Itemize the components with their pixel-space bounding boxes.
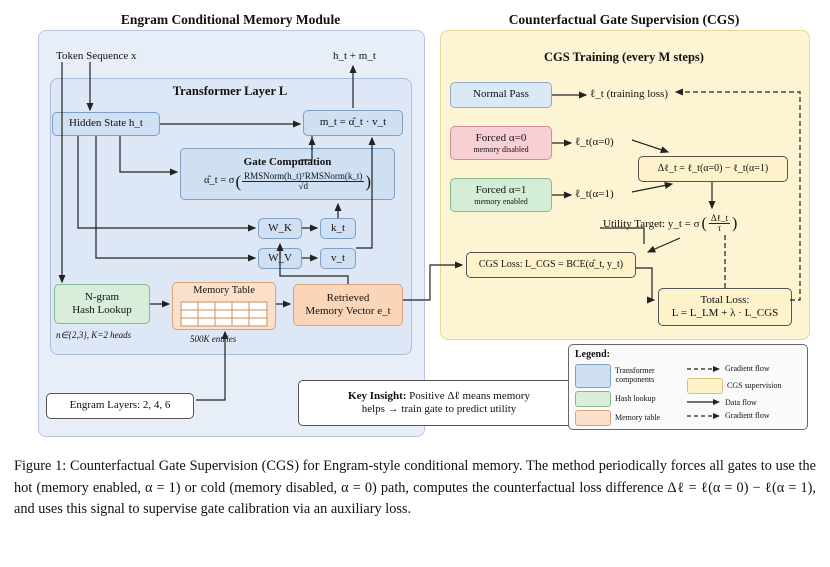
retrieved-memory-box[interactable] bbox=[293, 284, 403, 326]
cgs-subtitle: CGS Training (every M steps) bbox=[544, 50, 704, 64]
normal-pass-box[interactable] bbox=[450, 82, 552, 108]
legend-solid-icon bbox=[687, 398, 721, 406]
legend-label-transformer-l1: Transformer bbox=[615, 366, 655, 376]
wk-box[interactable] bbox=[258, 218, 302, 239]
legend-label-gradient-top: Gradient flow bbox=[725, 364, 770, 373]
forced-alpha1-box[interactable] bbox=[450, 178, 552, 212]
key-insight-text1: Positive Δℓ means memory bbox=[409, 389, 530, 402]
gate-fraction bbox=[242, 172, 364, 192]
legend-label-gradient-bottom: Gradient flow bbox=[725, 411, 770, 421]
key-insight-line1 bbox=[348, 390, 530, 403]
memory-output-box[interactable] bbox=[303, 110, 403, 136]
memory-table-grid bbox=[180, 301, 268, 331]
delta-loss-box[interactable] bbox=[638, 156, 788, 182]
gate-formula bbox=[204, 172, 371, 192]
legend-line-gradient-top bbox=[687, 364, 801, 374]
caption-text: Counterfactual Gate Supervision (CGS) for Engram-style conditional memory. The method periodically forces all gates to use the hot (memory enabled, α = 1) or cold (memory disabled, α = 0) path, computes the counterfactual loss difference Δℓ = ℓ(α = 0) − ℓ(α = 1), and uses this signal to supervise gate calibration via an auxiliary loss. bbox=[14, 458, 816, 518]
hidden-state-box[interactable] bbox=[52, 112, 160, 136]
normal-pass-output: ℓ_t (training loss) bbox=[590, 88, 668, 100]
utility-target-prefix: Utility Target: y_t = σ bbox=[603, 217, 700, 230]
utility-target bbox=[603, 214, 737, 234]
legend-label-memory: Memory table bbox=[615, 413, 661, 423]
legend-swatches bbox=[575, 364, 687, 426]
legend-swatch-transformer bbox=[575, 364, 611, 388]
forced-alpha0-line2: memory disabled bbox=[473, 144, 529, 154]
total-loss-box[interactable] bbox=[658, 288, 792, 326]
cgs-panel-title: Counterfactual Gate Supervision (CGS) bbox=[508, 12, 740, 27]
forced-alpha1-output: ℓ_t(α=1) bbox=[575, 188, 614, 200]
utility-fraction bbox=[709, 214, 730, 234]
legend-line-gradient-bottom bbox=[687, 411, 801, 421]
key-insight-bold: Key Insight: bbox=[348, 389, 407, 402]
transformer-layer-title: Transformer Layer L bbox=[172, 84, 288, 98]
legend-content bbox=[575, 364, 801, 426]
legend-label-transformer-l2: components bbox=[615, 375, 655, 384]
engram-panel-title: Engram Conditional Memory Module bbox=[120, 12, 341, 27]
total-loss-line1: Total Loss: bbox=[700, 293, 750, 306]
legend-label-hash: Hash lookup bbox=[615, 394, 656, 404]
normal-pass-label: Normal Pass bbox=[473, 88, 529, 101]
ngram-note: n∈{2,3}, K=2 heads bbox=[56, 330, 132, 340]
legend-item-memory bbox=[575, 410, 687, 426]
key-insight-box[interactable] bbox=[298, 380, 580, 426]
caption-label: Figure 1: bbox=[14, 458, 67, 474]
wv-label: W_V bbox=[268, 251, 292, 264]
engram-layers-label: Engram Layers: 2, 4, 6 bbox=[69, 399, 171, 412]
legend-label-transformer bbox=[615, 367, 655, 385]
memory-table-title: Memory Table bbox=[193, 285, 255, 296]
legend-swatch-hash bbox=[575, 391, 611, 407]
legend-label-data: Data flow bbox=[725, 397, 757, 407]
forced-alpha0-line1: Forced α=0 bbox=[475, 131, 527, 144]
legend-item-transformer bbox=[575, 364, 687, 388]
memory-table-note: 500K entries bbox=[190, 334, 237, 344]
memory-table-box[interactable] bbox=[172, 282, 276, 330]
kt-box[interactable] bbox=[320, 218, 356, 239]
legend-item-cgs bbox=[687, 378, 801, 394]
ngram-line2: Hash Lookup bbox=[72, 304, 132, 316]
legend-box bbox=[568, 344, 808, 430]
utility-num: Δℓ_t bbox=[710, 213, 728, 223]
memory-output-label: m_t = α̂_t · v_t bbox=[319, 116, 387, 129]
paren-close: ) bbox=[365, 172, 372, 192]
engram-layers-box[interactable] bbox=[46, 393, 194, 419]
legend-swatch-memory bbox=[575, 410, 611, 426]
wv-box[interactable] bbox=[258, 248, 302, 269]
key-insight-line2: helps → train gate to predict utility bbox=[361, 403, 517, 415]
memory-grid-svg bbox=[180, 301, 268, 327]
paren-open: ( bbox=[235, 172, 242, 192]
gate-fraction-denominator: √d bbox=[298, 181, 308, 192]
wk-label: W_K bbox=[268, 221, 292, 234]
ngram-hash-lookup-box[interactable] bbox=[54, 284, 150, 324]
vt-box[interactable] bbox=[320, 248, 356, 269]
utility-paren-open: ( bbox=[701, 214, 707, 232]
utility-paren-close: ) bbox=[731, 214, 738, 232]
legend-lines bbox=[687, 364, 801, 426]
legend-dashed-icon bbox=[687, 365, 721, 373]
total-loss-line2: L = L_LM + λ · L_CGS bbox=[671, 307, 779, 319]
gate-formula-prefix: α̂_t = σ bbox=[203, 175, 235, 187]
gate-fraction-numerator: RMSNorm(h_t)ᵀRMSNorm(k_t) bbox=[244, 170, 363, 181]
gate-computation-title: Gate Computation bbox=[243, 156, 332, 169]
legend-line-data bbox=[687, 398, 801, 408]
cgs-loss-label: CGS Loss: L_CGS = BCE(α̂_t, y_t) bbox=[478, 259, 624, 270]
legend-title: Legend: bbox=[575, 349, 610, 360]
forced-alpha1-line2: memory enabled bbox=[474, 196, 528, 206]
forced-alpha0-output: ℓ_t(α=0) bbox=[575, 136, 614, 148]
forced-alpha0-box[interactable] bbox=[450, 126, 552, 160]
legend-item-hash bbox=[575, 391, 687, 407]
retrieved-line1: Retrieved bbox=[326, 291, 370, 304]
legend-label-cgs: CGS supervision bbox=[727, 380, 782, 390]
output-sum-label: h_t + m_t bbox=[333, 50, 376, 62]
hidden-state-label: Hidden State h_t bbox=[69, 117, 143, 130]
legend-dashed-icon-2 bbox=[687, 412, 721, 420]
gate-computation-box[interactable] bbox=[180, 148, 395, 200]
utility-den: τ bbox=[717, 223, 722, 234]
figure-caption bbox=[14, 456, 816, 521]
token-sequence-label: Token Sequence x bbox=[56, 50, 137, 62]
kt-label: k_t bbox=[330, 221, 346, 234]
cgs-loss-box[interactable] bbox=[466, 252, 636, 278]
legend-swatch-cgs bbox=[687, 378, 723, 394]
delta-loss-label: Δℓ_t = ℓ_t(α=0) − ℓ_t(α=1) bbox=[657, 163, 769, 174]
ngram-line1: N-gram bbox=[84, 290, 120, 303]
forced-alpha1-line1: Forced α=1 bbox=[475, 183, 527, 196]
retrieved-line2: Memory Vector e_t bbox=[305, 305, 391, 317]
vt-label: v_t bbox=[330, 251, 346, 264]
